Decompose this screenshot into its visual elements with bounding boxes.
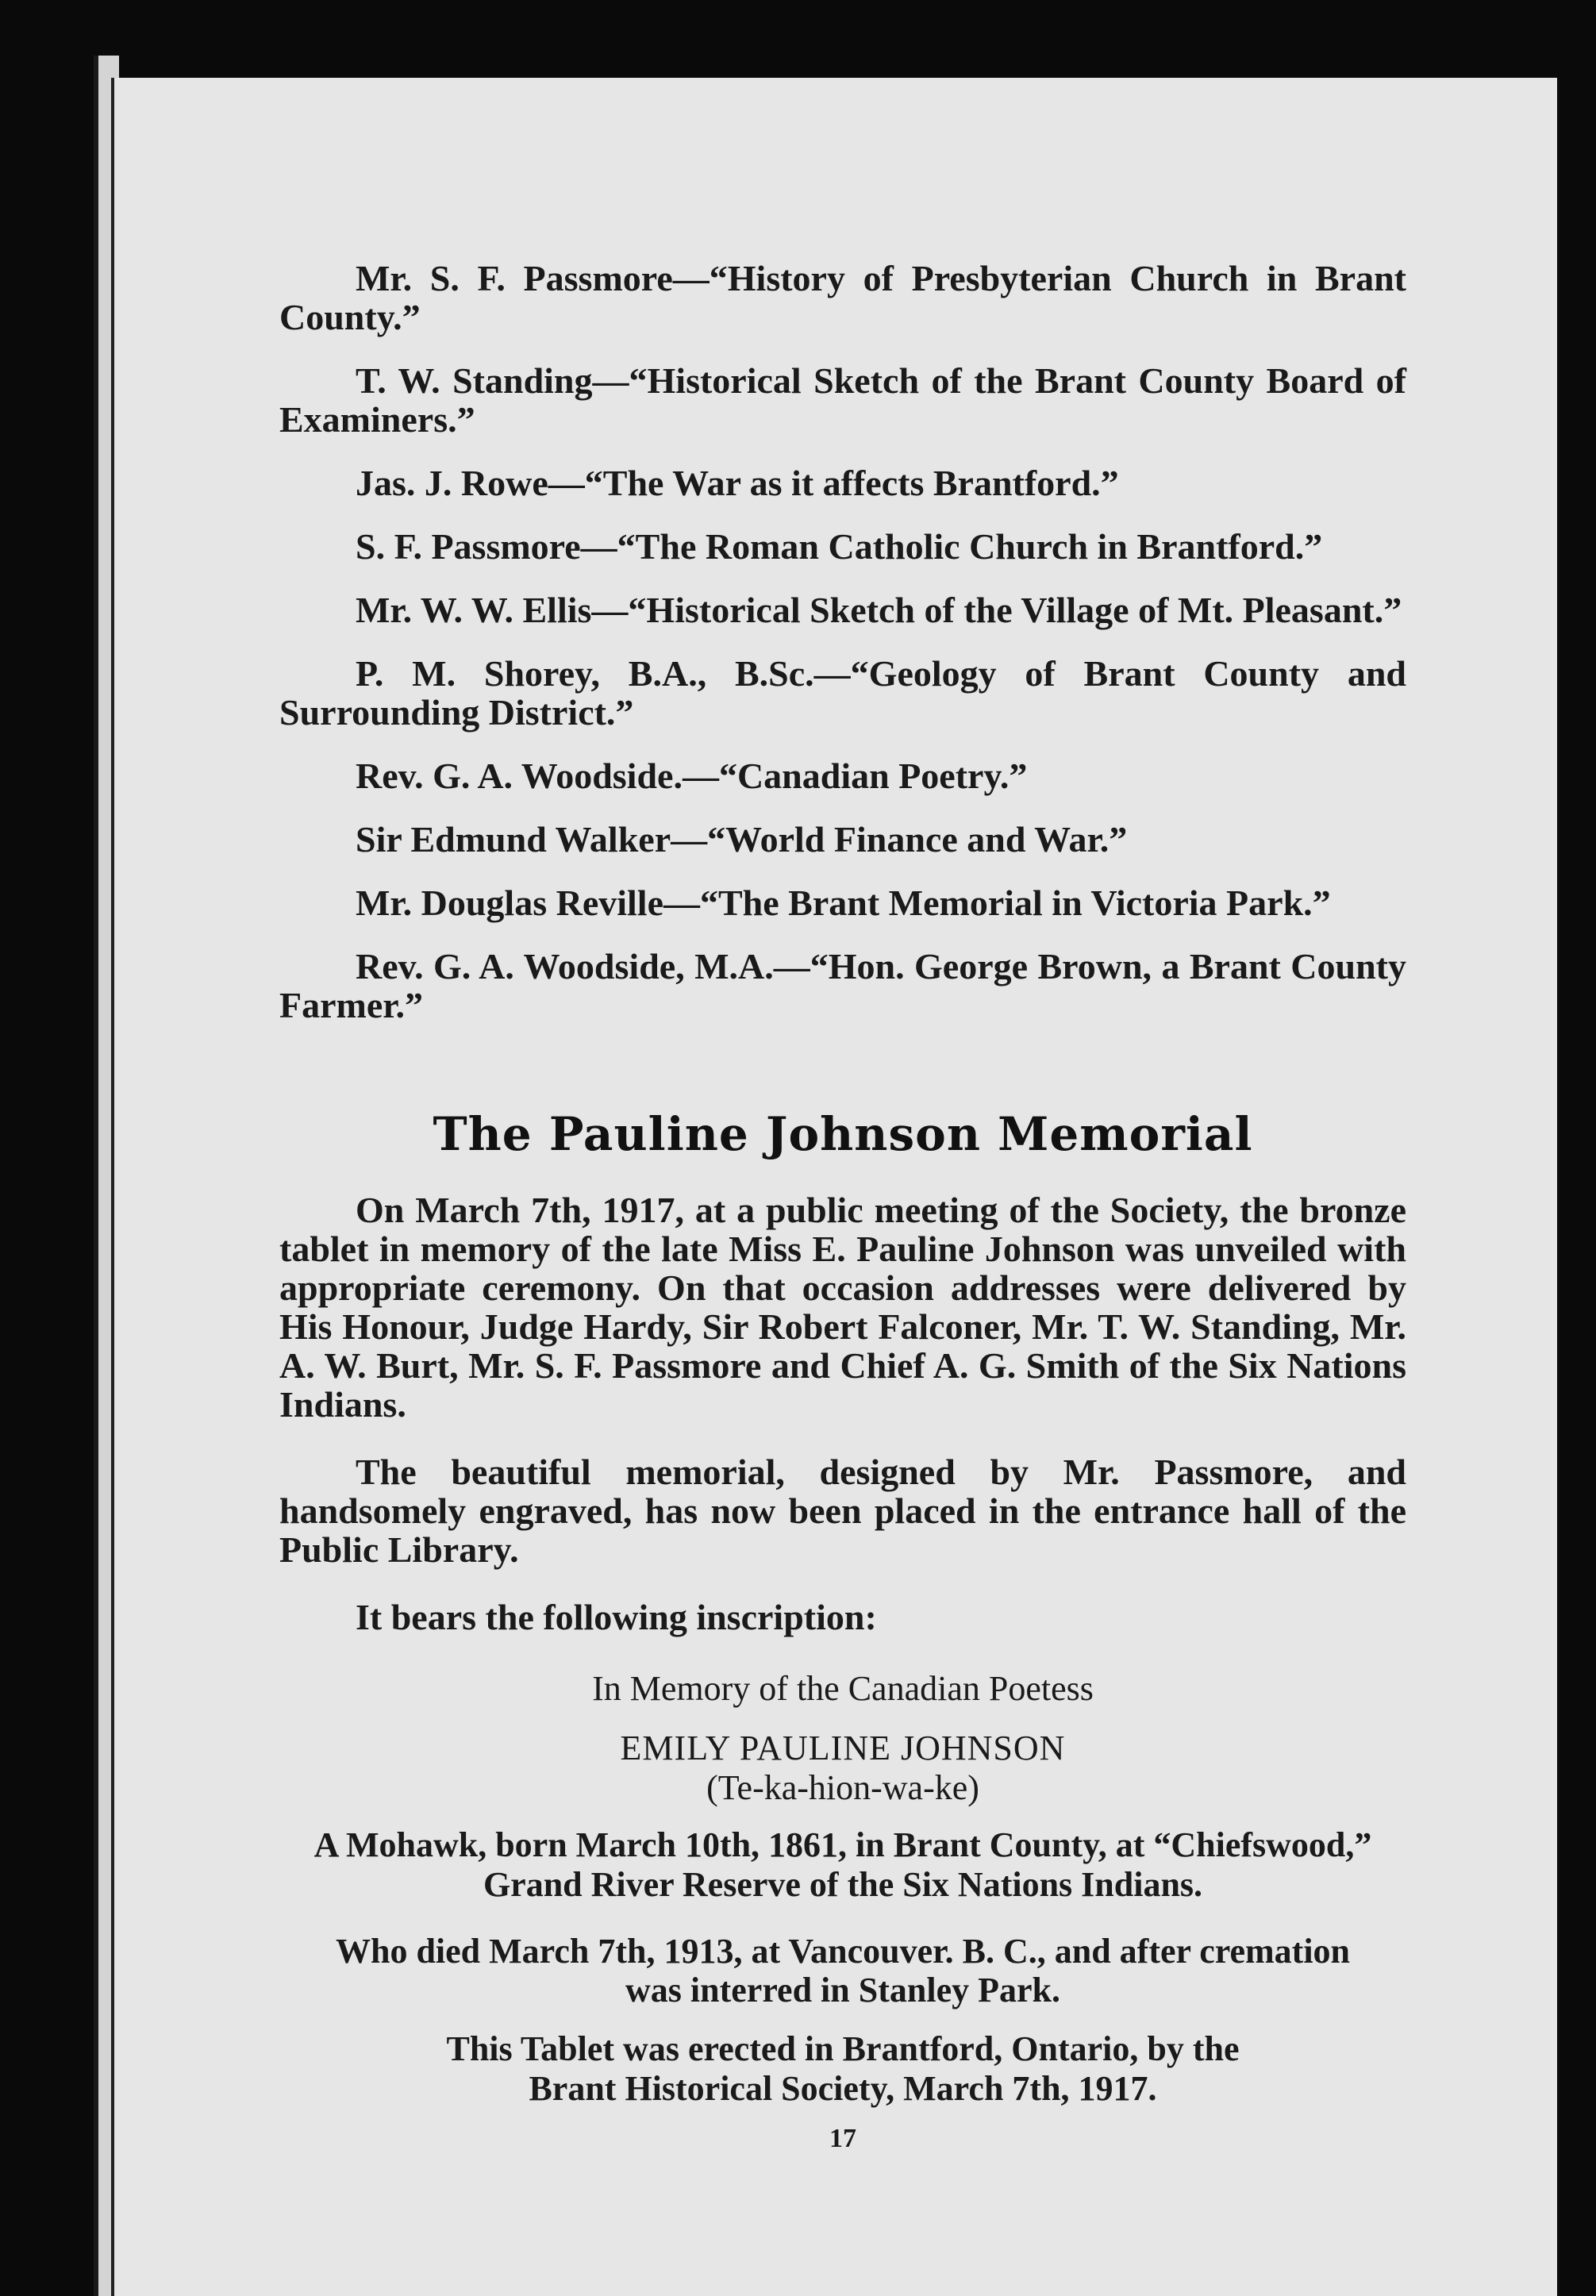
inscription-died: Who died March 7th, 1913, at Vancouver. B. C., and after cremation <box>335 1932 1351 1971</box>
lecture-entry: Rev. G. A. Woodside.—“Canadian Poetry.” <box>356 756 1028 796</box>
inscription-native-name: (Te-ka-hion-wa-ke) <box>706 1768 979 1807</box>
lecture-entry: Sir Edmund Walker—“World Finance and War.” <box>356 819 1128 860</box>
inscription-tablet: This Tablet was erected in Brantford, Ontario, by the <box>446 2029 1240 2068</box>
lecture-entry: Jas. J. Rowe—“The War as it affects Brantford.” <box>356 463 1119 503</box>
inscription-died-2: was interred in Stanley Park. <box>625 1971 1060 2009</box>
lecture-entry: T. W. Standing—“Historical Sketch of the Brant County Board of Examiners.” <box>279 360 1406 440</box>
lecture-entry: Mr. W. W. Ellis—“Historical Sketch of the Village of Mt. Pleasant.” <box>356 590 1402 630</box>
lecture-entry: Mr. S. F. Passmore—“History of Presbyterian Church in Brant County.” <box>279 258 1406 337</box>
section-heading: The Pauline Johnson Memorial <box>433 1107 1253 1161</box>
paragraph: On March 7th, 1917, at a public meeting of the Society, the bronze tablet in memory of the late Miss E. Pauline Johnson was unveiled with appropriate ceremony. On that occasion addresses were delivered by His Honour, Judge Hardy, Sir Robert Falconer, Mr. T. W. Standing, Mr. A. W. Burt, Mr. S. F. Passmore and Chief A. G. Smith of the Six Nations Indians. <box>279 1190 1406 1425</box>
inscription-line: In Memory of the Canadian Poetess <box>592 1669 1094 1708</box>
lecture-list <box>279 259 1406 1025</box>
inscription-born-2: Grand River Reserve of the Six Nations Indians. <box>483 1865 1203 1904</box>
lecture-entry: P. M. Shorey, B.A., B.Sc.—“Geology of Brant County and Surrounding District.” <box>279 653 1406 733</box>
paragraph: The beautiful memorial, designed by Mr. Passmore, and handsomely engraved, has now been placed in the entrance hall of the Public Library. <box>279 1452 1406 1570</box>
lecture-entry: Rev. G. A. Woodside, M.A.—“Hon. George Brown, a Brant County Farmer.” <box>279 946 1406 1025</box>
lecture-entry: S. F. Passmore—“The Roman Catholic Church in Brantford.” <box>356 526 1323 567</box>
inscription-born: A Mohawk, born March 10th, 1861, in Brant County, at “Chiefswood,” <box>313 1825 1372 1864</box>
lecture-entry: Mr. Douglas Reville—“The Brant Memorial in Victoria Park.” <box>356 883 1331 923</box>
memorial-text <box>279 1190 1406 1636</box>
page-number: 17 <box>829 2124 856 2153</box>
inscription-name: EMILY PAULINE JOHNSON <box>620 1729 1066 1767</box>
paragraph: It bears the following inscription: <box>356 1597 877 1637</box>
inscription-tablet-2: Brant Historical Society, March 7th, 1917. <box>529 2069 1157 2108</box>
